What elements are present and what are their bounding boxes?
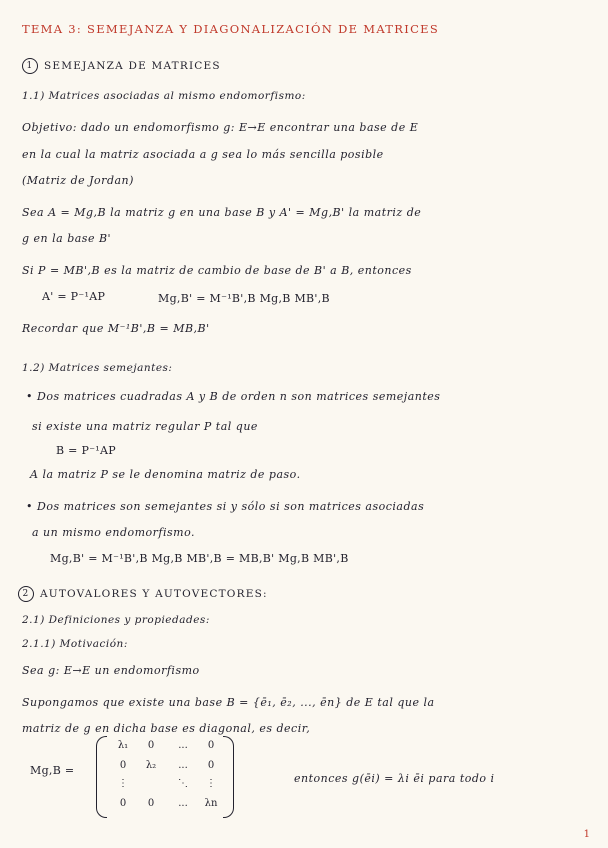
definition-line-2: g en la base B' <box>22 232 112 245</box>
bullet-2-line-1 <box>26 500 424 513</box>
right-parenthesis <box>223 736 234 818</box>
objective-line-2: en la cual la matriz asociada a g sea lo más sencilla posible <box>22 148 384 161</box>
matrix-cell: ⋮ <box>118 778 128 789</box>
definition-line-1: Sea A = Mg,B la matriz g en una base B y A' = Mg,B' la matriz de <box>22 206 422 219</box>
equation-associated-matrices: Mg,B' = M⁻¹B',B Mg,B MB',B = MB,B' Mg,B MB',B <box>50 552 349 565</box>
matrix-cell: ⋮ <box>206 778 216 789</box>
matrix-cell: λn <box>204 798 218 809</box>
change-of-basis-line: Si P = MB',B es la matriz de cambio de base de B' a B, entonces <box>22 264 412 277</box>
section-1-number: 1 <box>22 58 38 74</box>
section-1-heading <box>22 58 221 74</box>
matrix-cell: 0 <box>207 740 215 751</box>
matrix-cell: 0 <box>207 760 215 771</box>
bullet-dot: • <box>26 500 33 513</box>
matrix-cell: 0 <box>119 760 127 771</box>
section-1-title: SEMEJANZA DE MATRICES <box>44 60 221 72</box>
bullet-2-text: Dos matrices son semejantes si y sólo si son matrices asociadas <box>37 500 425 513</box>
subsection-2-1: 2.1) Definiciones y propiedades: <box>22 614 210 626</box>
matrix-cell: ⋱ <box>178 778 188 789</box>
motivation-line-3: matriz de g en dicha base es diagonal, es decir, <box>22 722 311 735</box>
subsection-2-1-1: 2.1.1) Motivación: <box>22 638 128 650</box>
reminder-line: Recordar que M⁻¹B',B = MB,B' <box>22 322 210 335</box>
equation-matrix-product: Mg,B' = M⁻¹B',B Mg,B MB',B <box>158 292 330 305</box>
matrix-cell: ... <box>178 760 188 771</box>
bullet-1-line-2: si existe una matriz regular P tal que <box>32 420 258 433</box>
equation-similarity: A' = P⁻¹AP <box>42 290 106 303</box>
section-2-number: 2 <box>18 586 34 602</box>
matrix-cell: 0 <box>147 740 155 751</box>
matrix-cell: λ₁ <box>117 740 129 751</box>
equation-b-similar: B = P⁻¹AP <box>56 444 116 457</box>
matrix-cell: ... <box>178 798 188 809</box>
diagonal-matrix <box>96 736 234 818</box>
matrix-cell: 0 <box>119 798 127 809</box>
matrix-cell: ... <box>178 740 188 751</box>
section-2-title: AUTOVALORES Y AUTOVECTORES: <box>40 588 268 600</box>
matrix-cell: λ₂ <box>145 760 157 771</box>
subsection-1-2: 1.2) Matrices semejantes: <box>22 362 173 374</box>
section-2-heading <box>18 586 268 602</box>
bullet-1-line-3: A la matriz P se le denomina matriz de paso. <box>30 468 301 481</box>
bullet-2-line-2: a un mismo endomorfismo. <box>32 526 196 539</box>
bullet-1-line-1 <box>26 390 440 403</box>
subsection-1-1: 1.1) Matrices asociadas al mismo endomorfismo: <box>22 90 306 102</box>
eigenvalue-conclusion: entonces g(ēi) = λi ēi para todo i <box>294 772 495 785</box>
objective-line-1: Objetivo: dado un endomorfismo g: E→E encontrar una base de E <box>22 121 419 134</box>
page-title: TEMA 3: SEMEJANZA Y DIAGONALIZACIÓN DE MATRICES <box>22 22 440 36</box>
diagonal-matrix-label: Mg,B = <box>30 764 75 777</box>
left-parenthesis <box>96 736 107 818</box>
matrix-cell: 0 <box>147 798 155 809</box>
bullet-dot: • <box>26 390 33 403</box>
bullet-1-text: Dos matrices cuadradas A y B de orden n son matrices semejantes <box>37 390 441 403</box>
motivation-line-1: Sea g: E→E un endomorfismo <box>22 664 200 677</box>
motivation-line-2: Supongamos que existe una base B = {ē₁, ē₂, ..., ēn} de E tal que la <box>22 696 435 709</box>
objective-line-3: (Matriz de Jordan) <box>22 174 134 187</box>
page-number: 1 <box>583 829 590 840</box>
